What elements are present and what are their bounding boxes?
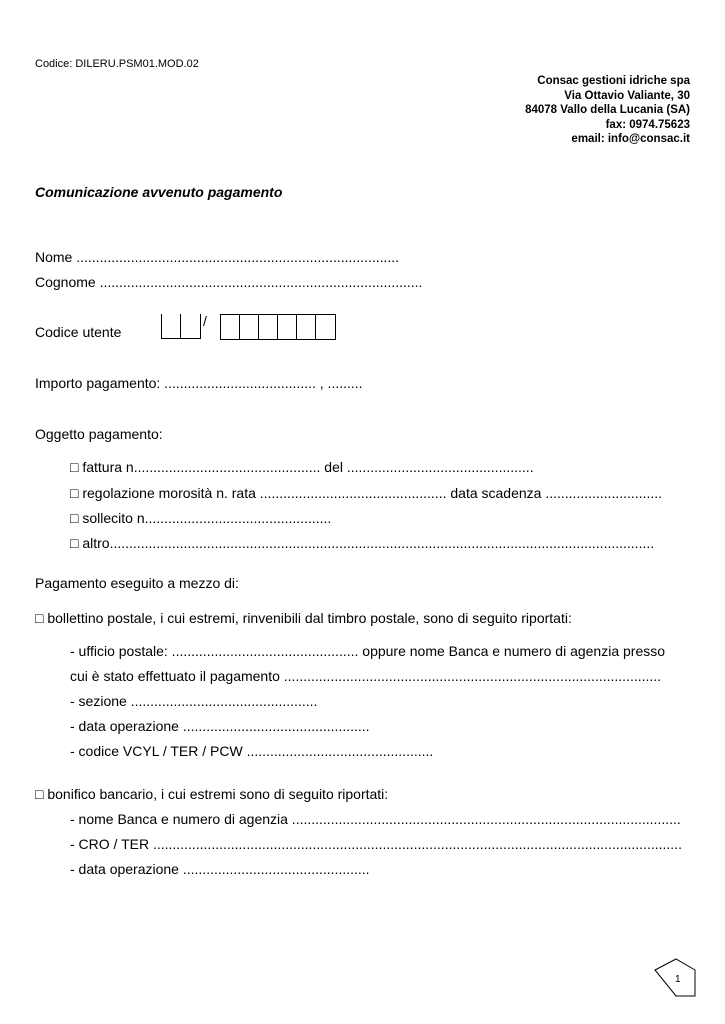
company-street: Via Ottavio Valiante, 30 [564,89,690,102]
codice-slash: / [203,313,207,329]
luogo-pagamento-field[interactable]: cui è stato effettuato il pagamento ................................................................................................. [70,668,662,684]
page-number: 1 [675,974,681,985]
company-fax: fax: 0974.75623 [605,118,690,131]
nome-field[interactable]: Nome ................................................................................... [35,249,400,265]
option-sollecito[interactable]: □ sollecito n................................................ [70,510,332,526]
pagamento-label: Pagamento eseguito a mezzo di: [35,575,239,591]
company-email: email: info@consac.it [571,133,690,145]
page-number-badge [654,958,696,1000]
sezione-field[interactable]: - sezione ................................................ [70,693,318,709]
option-regolazione[interactable]: □ regolazione morosità n. rata ................................................ data scadenza .............................. [70,485,663,501]
option-bollettino[interactable]: □ bollettino postale, i cui estremi, rinvenibili dal timbro postale, sono di seguito riportati: [35,610,572,626]
form-title: Comunicazione avvenuto pagamento [35,184,283,200]
digit-box[interactable] [278,315,297,339]
digit-box[interactable] [181,314,200,338]
ufficio-postale-field[interactable]: - ufficio postale: ................................................ oppure nome Banca e numero di agenzia presso [70,643,666,659]
option-bonifico[interactable]: □ bonifico bancario, i cui estremi sono di seguito riportati: [35,786,389,802]
company-name: Consac gestioni idriche spa [537,75,690,87]
importo-field[interactable]: Importo pagamento: ....................................... , ......... [35,375,363,391]
data-operazione-field[interactable]: - data operazione ................................................ [70,718,370,734]
codice-vcyl-field[interactable]: - codice VCYL / TER / PCW ................................................ [70,743,434,759]
codice-utente-prefix-boxes[interactable] [161,314,201,339]
digit-box[interactable] [259,315,278,339]
digit-box[interactable] [162,314,181,338]
option-altro[interactable]: □ altro............................................................................................................................................ [70,535,655,551]
codice-utente-number-boxes[interactable] [220,314,336,340]
digit-box[interactable] [297,315,316,339]
document-code: Codice: DILERU.PSM01.MOD.02 [35,58,199,70]
cognome-field[interactable]: Cognome ................................................................................... [35,274,423,290]
option-fattura[interactable]: □ fattura n................................................ del ................................................ [70,459,534,475]
company-city: 84078 Vallo della Lucania (SA) [525,104,690,116]
oggetto-label: Oggetto pagamento: [35,426,163,442]
digit-box[interactable] [316,315,335,339]
digit-box[interactable] [221,315,240,339]
data-operazione-bonifico-field[interactable]: - data operazione ................................................ [70,861,370,877]
cro-ter-field[interactable]: - CRO / TER ........................................................................................................................................ [70,836,682,852]
banca-agenzia-field[interactable]: - nome Banca e numero di agenzia .................................................................................................... [70,811,681,827]
codice-utente-label: Codice utente [35,324,122,340]
digit-box[interactable] [240,315,259,339]
company-address-block [525,74,690,147]
